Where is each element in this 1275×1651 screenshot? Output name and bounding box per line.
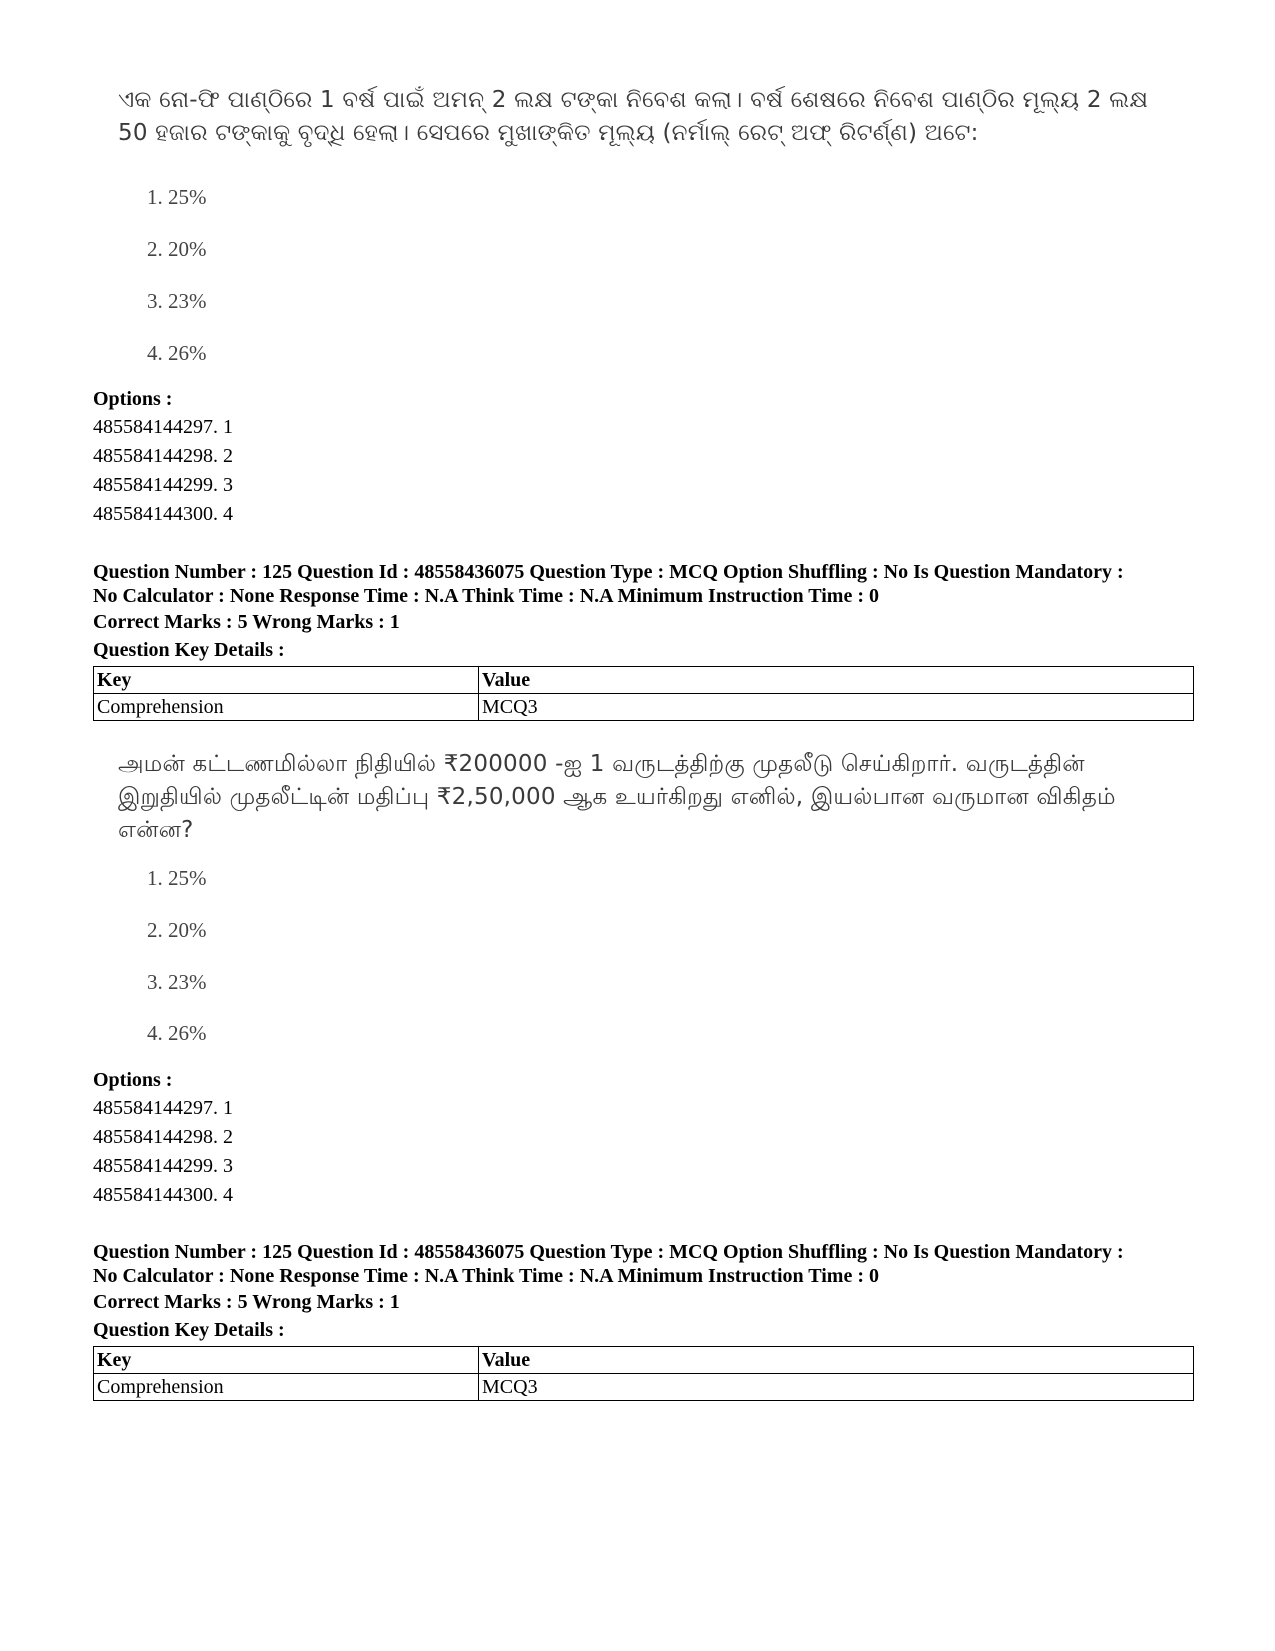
option-item: 485584144300. 4 [93, 1184, 233, 1206]
key-details-table [93, 1346, 1194, 1401]
choice-1: 1. 25% [147, 866, 207, 890]
option-item: 485584144299. 3 [93, 474, 233, 496]
key-details-title: Question Key Details : [93, 1319, 285, 1341]
marks-line: Correct Marks : 5 Wrong Marks : 1 [93, 1291, 400, 1313]
key-details-table [93, 666, 1194, 721]
option-item: 485584144299. 3 [93, 1155, 233, 1177]
choice-3: 3. 23% [147, 289, 207, 313]
meta-line: No Calculator : None Response Time : N.A Think Time : N.A Minimum Instruction Time : 0 [93, 1265, 879, 1287]
meta-line: Question Number : 125 Question Id : 48558436075 Question Type : MCQ Option Shuffling : No Is Question Mandatory : [93, 561, 1124, 583]
meta-line: Question Number : 125 Question Id : 48558436075 Question Type : MCQ Option Shuffling : No Is Question Mandatory : [93, 1241, 1124, 1263]
table-cell-key: Comprehension [94, 694, 479, 721]
options-title: Options : [93, 1069, 173, 1091]
question-metadata [93, 1240, 1193, 1344]
table-header-key: Key [94, 1347, 479, 1374]
option-item: 485584144297. 1 [93, 1097, 233, 1119]
question-text-tamil: அமன் கட்டணமில்லா நிதியில் ₹200000 -ஐ 1 வருடத்திற்கு முதலீடு செய்கிறார். வருடத்தின் இறுதியில் முதலீட்டின் மதிப்பு ₹2,50,000 ஆக உயர்கிறது எனில், இயல்பான வருமான விகிதம் என்ன? [118, 751, 1116, 843]
table-cell-value: MCQ3 [479, 694, 1194, 721]
choice-3: 3. 23% [147, 970, 207, 994]
choice-2: 2. 20% [147, 918, 207, 942]
choice-2: 2. 20% [147, 237, 207, 261]
option-item: 485584144298. 2 [93, 1126, 233, 1148]
option-item: 485584144300. 4 [93, 503, 233, 525]
marks-line: Correct Marks : 5 Wrong Marks : 1 [93, 611, 400, 633]
question-text-odia: ଏକ ନୋ-ଫି ପାଣ୍ଠିରେ 1 ବର୍ଷ ପାଇଁ ଅମନ୍ 2 ଲକ୍ଷ ଟଙ୍କା ନିବେଶ କଲା। ବର୍ଷ ଶେଷରେ ନିବେଶ ପାଣ୍ଠିର ମୂଲ୍ୟ 2 ଲକ୍ଷ 50 ହଜାର ଟଙ୍କାକୁ ବୃଦ୍ଧି ହେଲା। ସେପରେ ମୁଖାଙ୍କିତ ମୂଲ୍ୟ (ନର୍ମାଲ୍ ରେଟ୍ ଅଫ୍ ରିଟର୍ଣ୍ଣ) ଅଟେ: [118, 87, 1149, 146]
table-header-key: Key [94, 667, 479, 694]
choice-4: 4. 26% [147, 341, 207, 365]
table-cell-key: Comprehension [94, 1374, 479, 1401]
option-item: 485584144297. 1 [93, 416, 233, 438]
options-list [93, 385, 1193, 529]
question-metadata [93, 560, 1193, 664]
meta-line: No Calculator : None Response Time : N.A Think Time : N.A Minimum Instruction Time : 0 [93, 585, 879, 607]
key-details-title: Question Key Details : [93, 639, 285, 661]
table-header-value: Value [479, 667, 1194, 694]
option-item: 485584144298. 2 [93, 445, 233, 467]
choice-1: 1. 25% [147, 185, 207, 209]
choice-4: 4. 26% [147, 1021, 207, 1045]
table-header-value: Value [479, 1347, 1194, 1374]
options-list [93, 1066, 1193, 1210]
table-cell-value: MCQ3 [479, 1374, 1194, 1401]
options-title: Options : [93, 388, 173, 410]
